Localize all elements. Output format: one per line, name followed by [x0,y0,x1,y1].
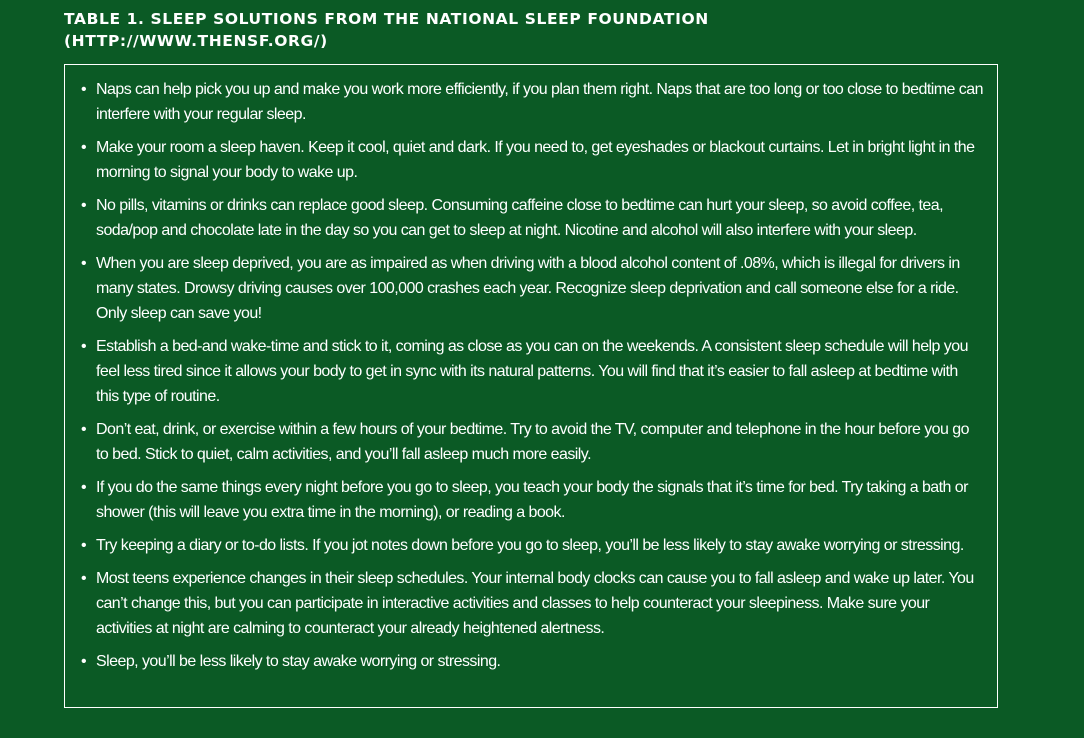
list-item [81,135,983,185]
list-item-text: Sleep, you’ll be less likely to stay awake worrying or stressing. [96,653,501,670]
bullet-icon: • [81,139,87,156]
list-item [81,193,983,243]
list-item-text: Don’t eat, drink, or exercise within a few hours of your bedtime. Try to avoid the TV, computer and telephone in the hour before you go to bed. Stick to quiet, calm activities, and you’ll fall asleep much more easily. [96,421,969,463]
list-item [81,334,983,409]
bullet-icon: • [81,570,87,587]
bullet-icon: • [81,537,87,554]
bullet-icon: • [81,653,87,670]
list-item [81,533,983,558]
list-item [81,417,983,467]
bullet-icon: • [81,197,87,214]
bullet-icon: • [81,479,87,496]
list-item-text: Establish a bed-and wake-time and stick to it, coming as close as you can on the weekends. A consistent sleep schedule will help you feel less tired since it allows your body to get in sync with its natural patterns. You will find that it’s easier to fall asleep at bedtime with this type of routine. [96,338,968,405]
list-item-text: Naps can help pick you up and make you work more efficiently, if you plan them right. Naps that are too long or too close to bedtime can interfere with your regular sleep. [96,81,983,123]
list-item [81,566,983,641]
table-title-line-2: (HTTP://WWW.THENSF.ORG/) [64,32,328,50]
table-title-line-1: TABLE 1. SLEEP SOLUTIONS FROM THE NATIONAL SLEEP FOUNDATION [64,10,709,28]
table-title [64,8,1024,52]
list-item-text: No pills, vitamins or drinks can replace good sleep. Consuming caffeine close to bedtime can hurt your sleep, so avoid coffee, tea, soda/pop and chocolate late in the day so you can get to sleep at night. Nicotine and alcohol will also interfere with your sleep. [96,197,943,239]
list-item-text: If you do the same things every night before you go to sleep, you teach your body the signals that it’s time for bed. Try taking a bath or shower (this will leave you extra time in the morning), or reading a book. [96,479,968,521]
bullet-icon: • [81,338,87,355]
bullet-icon: • [81,255,87,272]
list-item-text: Try keeping a diary or to-do lists. If you jot notes down before you go to sleep, you’ll be less likely to stay awake worrying or stressing. [96,537,964,554]
list-item [81,475,983,525]
list-item-text: Most teens experience changes in their sleep schedules. Your internal body clocks can cause you to fall asleep and wake up later. You can’t change this, but you can participate in interactive activities and classes to help counteract your sleepiness. Make sure your activities at night are calming to counteract your already heightened alertness. [96,570,974,637]
tips-box [64,64,998,708]
bullet-icon: • [81,81,87,98]
list-item-text: Make your room a sleep haven. Keep it cool, quiet and dark. If you need to, get eyeshades or blackout curtains. Let in bright light in the morning to signal your body to wake up. [96,139,975,181]
list-item [81,251,983,326]
list-item-text: When you are sleep deprived, you are as impaired as when driving with a blood alcohol content of .08%, which is illegal for drivers in many states. Drowsy driving causes over 100,000 crashes each year. Recognize sleep deprivation and call someone else for a ride. Only sleep can save you! [96,255,960,322]
list-item [81,649,983,674]
bullet-icon: • [81,421,87,438]
tips-list [81,77,983,674]
list-item [81,77,983,127]
